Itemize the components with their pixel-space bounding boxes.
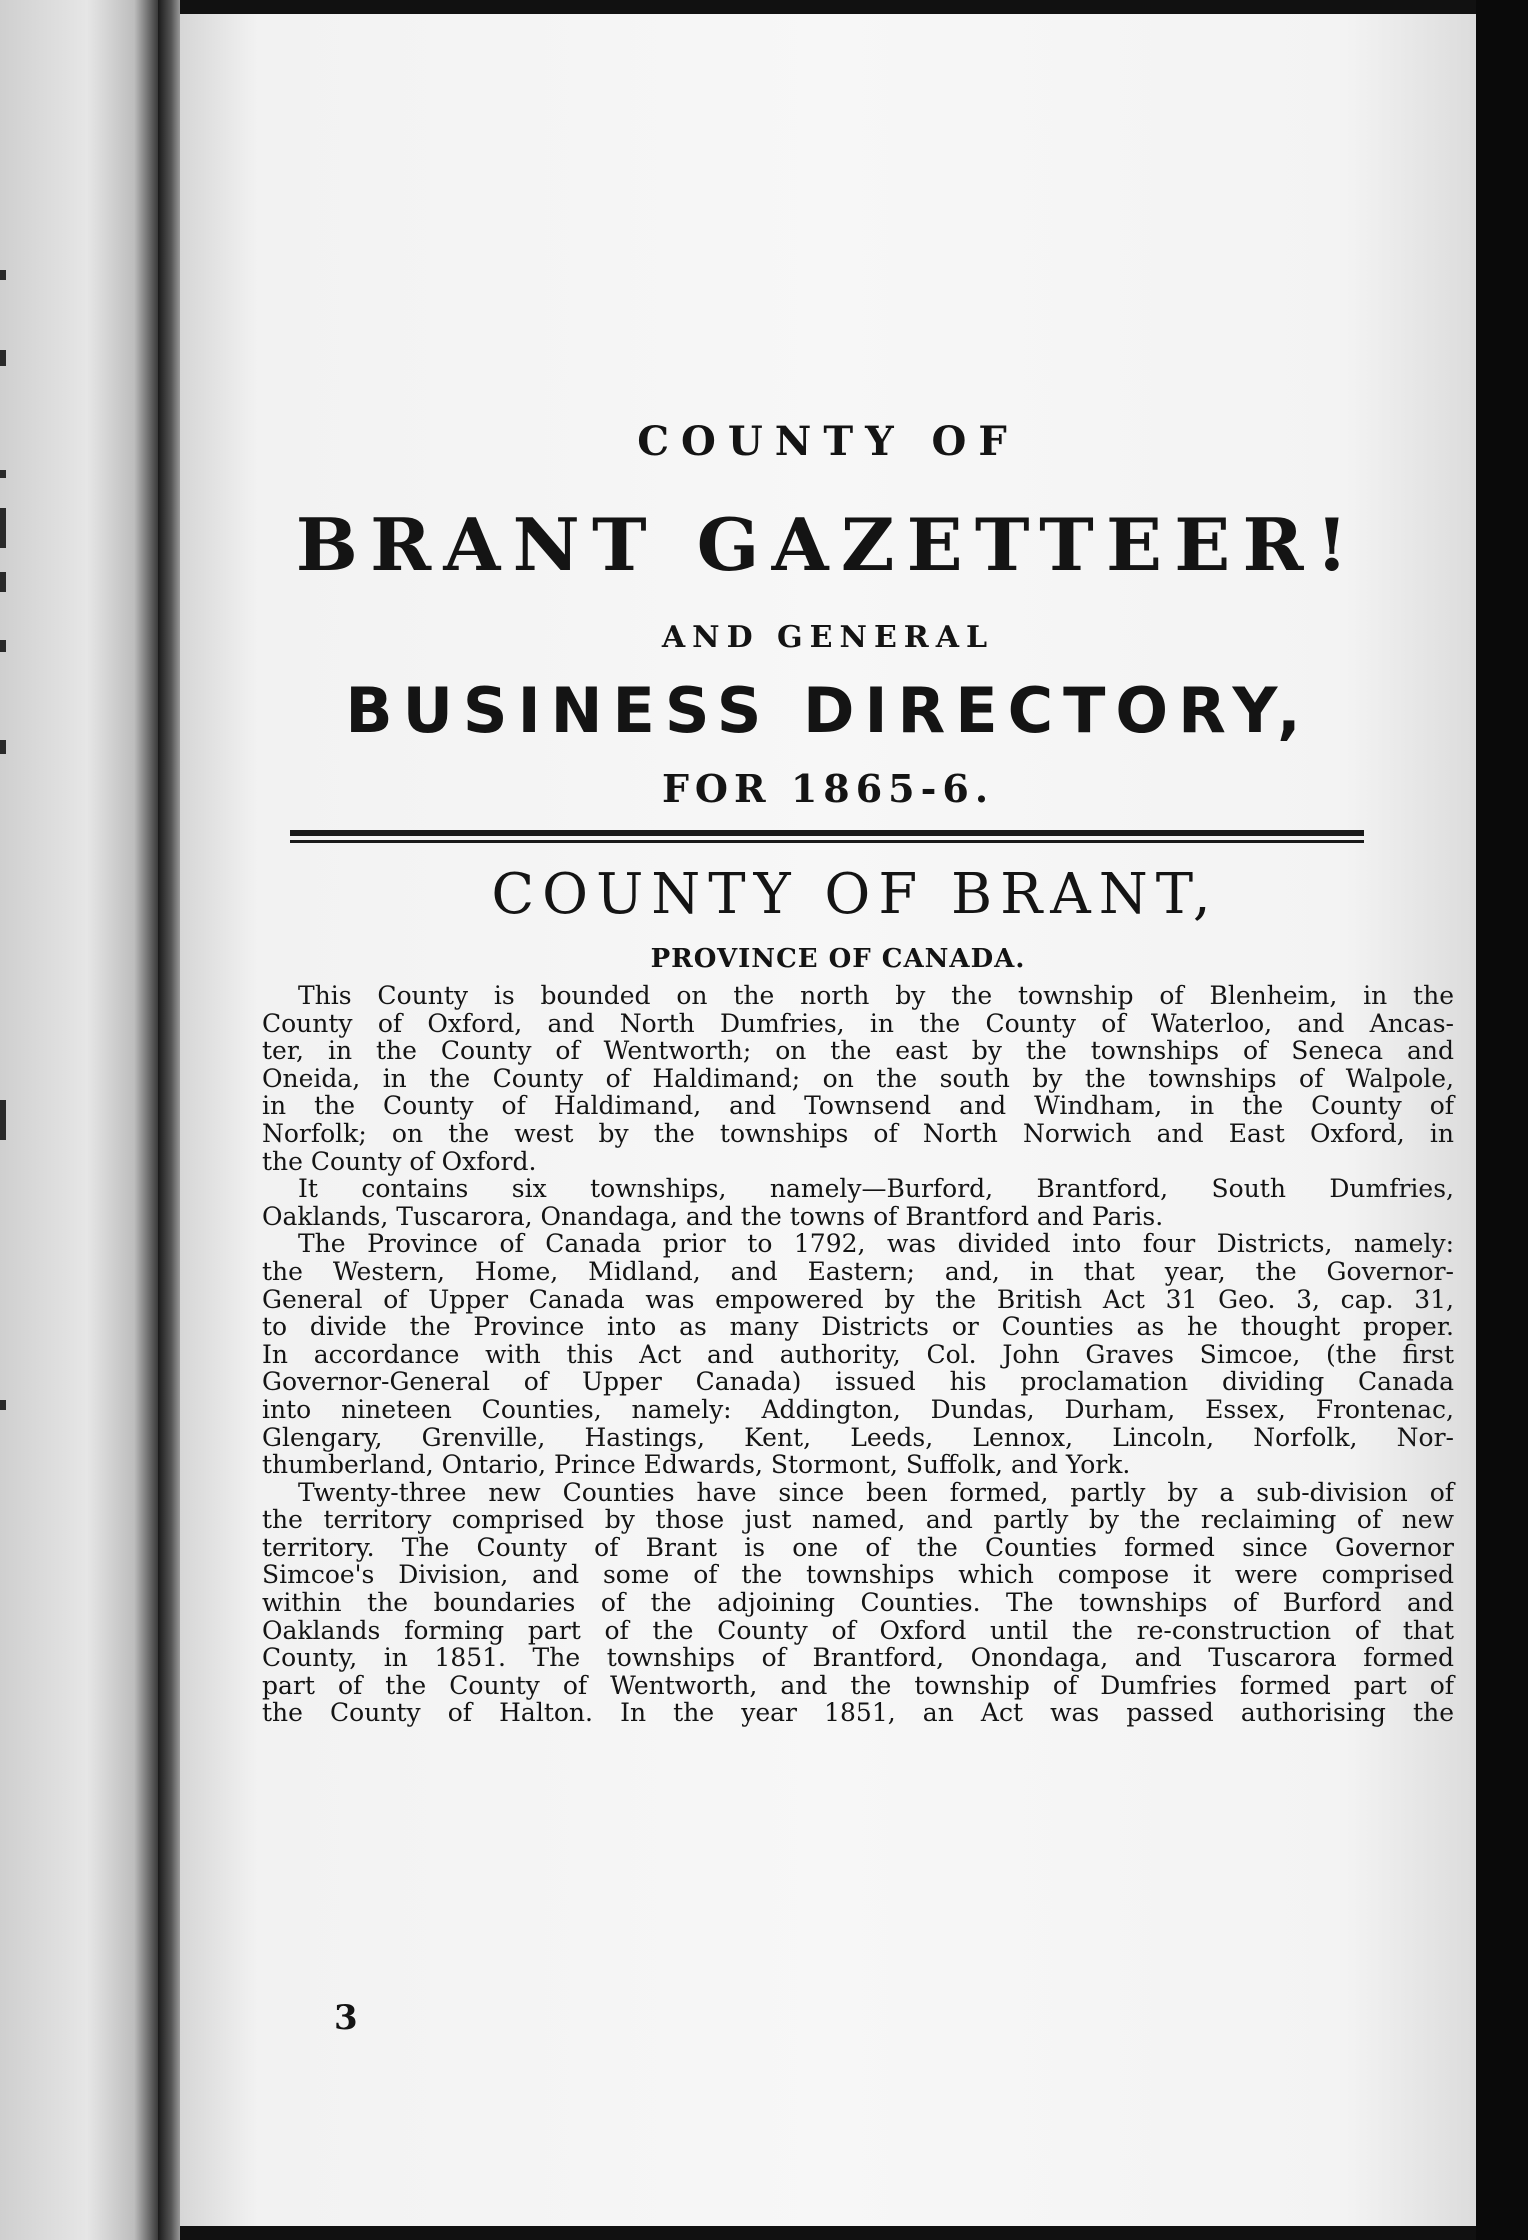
text-line: thumberland, Ontario, Prince Edwards, Stormont, Suffolk, and York. xyxy=(262,1450,1131,1480)
book-spine-shadow xyxy=(158,0,180,2240)
text-line: Oneida, in the County of Haldimand; on the south by the townships of Walpole, xyxy=(262,1063,1454,1093)
text-line: It contains six townships, namely—Burford, Brantford, South Dumfries, xyxy=(298,1174,1454,1204)
text-line: into nineteen Counties, namely: Addington, Dundas, Durham, Essex, Frontenac, xyxy=(262,1394,1454,1424)
text-line: the territory comprised by those just named, and partly by the reclaiming of new xyxy=(262,1505,1454,1535)
text-line: General of Upper Canada was empowered by the British Act 31 Geo. 3, cap. 31, xyxy=(262,1284,1454,1314)
text-line: territory. The County of Brant is one of the Counties formed since Governor xyxy=(262,1532,1454,1562)
text-line: within the boundaries of the adjoining Counties. The townships of Burford and xyxy=(262,1588,1454,1618)
text-line: the County of Halton. In the year 1851, an Act was passed authorising the xyxy=(262,1698,1454,1728)
body-text xyxy=(262,982,1454,1727)
title-brant-gazetteer: BRANT GAZETTEER! xyxy=(295,502,1361,587)
text-line: In accordance with this Act and authority, Col. John Graves Simcoe, (the first xyxy=(262,1339,1454,1369)
text-line: Governor-General of Upper Canada) issued his proclamation dividing Canada xyxy=(262,1367,1454,1397)
text-line: the Western, Home, Midland, and Eastern; and, in that year, the Governor- xyxy=(262,1256,1454,1286)
page-number: 3 xyxy=(334,1998,358,2038)
double-rule-divider xyxy=(290,830,1364,844)
text-line: County, in 1851. The townships of Brantford, Onondaga, and Tuscarora formed xyxy=(262,1643,1454,1673)
text-line: Twenty-three new Counties have since been formed, partly by a sub-division of xyxy=(298,1477,1454,1507)
title-business-directory: BUSINESS DIRECTORY, xyxy=(345,674,1311,747)
text-line: This County is bounded on the north by the township of Blenheim, in the xyxy=(298,981,1454,1010)
text-line: The Province of Canada prior to 1792, was divided into four Districts, namely: xyxy=(298,1229,1454,1259)
text-line: Norfolk; on the west by the townships of North Norwich and East Oxford, in xyxy=(262,1118,1454,1148)
text-line: Simcoe's Division, and some of the townships which compose it were comprised xyxy=(262,1560,1454,1590)
text-line: in the County of Haldimand, and Townsend and Windham, in the County of xyxy=(262,1091,1454,1121)
text-line: Oaklands forming part of the County of Oxford until the re-construction of that xyxy=(262,1615,1454,1645)
title-year: FOR 1865-6. xyxy=(661,766,995,811)
text-line: Oaklands, Tuscarora, Onandaga, and the towns of Brantford and Paris. xyxy=(262,1201,1164,1231)
document-page xyxy=(180,14,1476,2226)
facing-page-edge xyxy=(0,0,158,2240)
text-line: part of the County of Wentworth, and the township of Dumfries formed part of xyxy=(262,1670,1454,1700)
text-line: County of Oxford, and North Dumfries, in the County of Waterloo, and Ancas- xyxy=(262,1008,1454,1038)
section-subheading: PROVINCE OF CANADA. xyxy=(650,944,1026,974)
text-line: to divide the Province into as many Districts or Counties as he thought proper. xyxy=(262,1312,1454,1342)
title-county-of: COUNTY OF xyxy=(637,418,1019,465)
title-and-general: AND GENERAL xyxy=(661,620,995,655)
text-line: ter, in the County of Wentworth; on the east by the townships of Seneca and xyxy=(262,1036,1454,1066)
scan-border-right xyxy=(1476,0,1528,2240)
text-line: the County of Oxford. xyxy=(262,1146,537,1176)
section-heading: COUNTY OF BRANT, xyxy=(491,862,1219,927)
text-line: Glengary, Grenville, Hastings, Kent, Leeds, Lennox, Lincoln, Norfolk, Nor- xyxy=(262,1422,1454,1452)
